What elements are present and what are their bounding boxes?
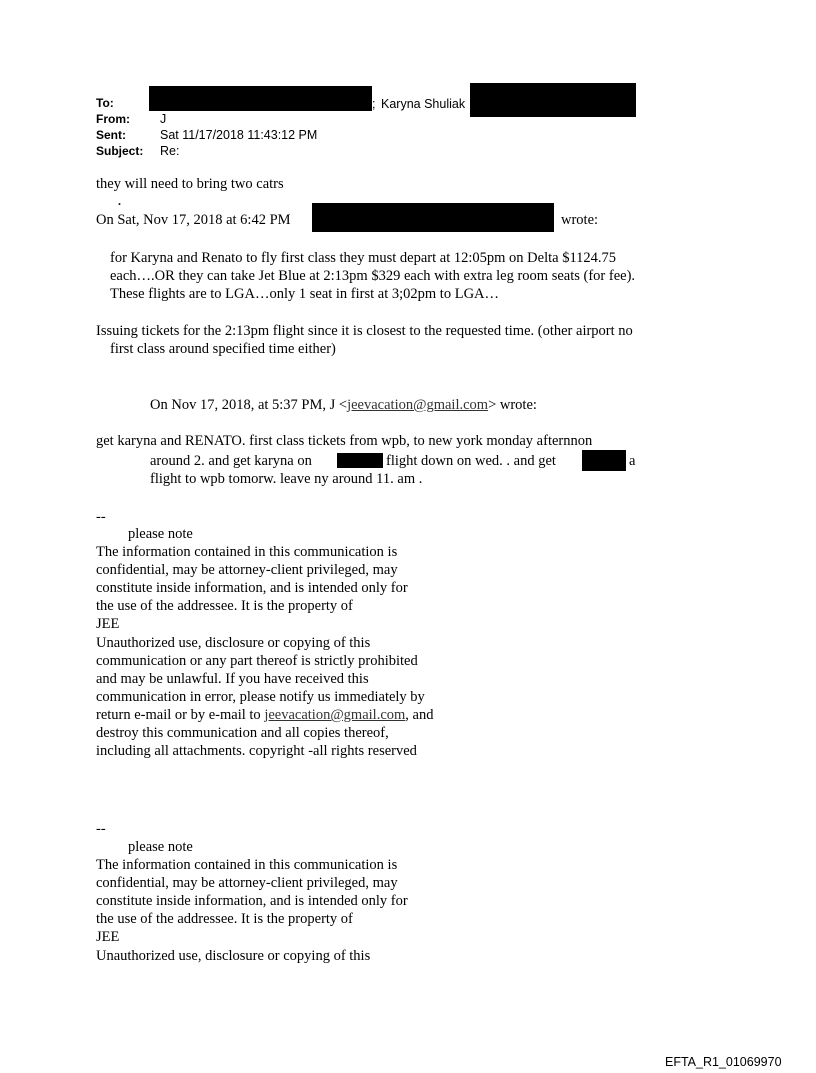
request-line3: flight to wpb tomorw. leave ny around 11. am .	[150, 471, 423, 487]
quoted2-intro-before: On Nov 17, 2018, at 5:37 PM, J <	[150, 397, 348, 413]
disclaimer2-note: please note	[128, 839, 193, 855]
disclaimer1-line: communication in error, please notify us immediately by	[96, 689, 425, 705]
request-line2-a: around 2. and get karyna on	[150, 453, 312, 469]
disclaimer2-line: constitute inside information, and is intended only for	[96, 893, 408, 909]
request-line1: get karyna and RENATO. first class tickets from wpb, to new york monday afternnon	[96, 433, 593, 449]
disclaimer1-tail-line: including all attachments. copyright -all rights reserved	[96, 743, 417, 759]
to-label: To:	[96, 96, 114, 110]
disclaimer2-dashes: --	[96, 821, 106, 837]
redaction-to-1	[149, 86, 372, 111]
disclaimer1-line: Unauthorized use, disclosure or copying of this	[96, 635, 371, 651]
document-id: EFTA_R1_01069970	[665, 1055, 782, 1069]
disclaimer1-return-before: return e-mail or by e-mail to	[96, 707, 265, 723]
quoted2-email-link[interactable]: jeevacation@gmail.com	[347, 397, 489, 413]
disclaimer1-line: the use of the addressee. It is the property of	[96, 598, 353, 614]
disclaimer2-line: The information contained in this communication is	[96, 857, 398, 873]
sent-label: Sent:	[96, 128, 126, 142]
disclaimer1-note: please note	[128, 526, 193, 542]
quoted2-intro-after: > wrote:	[488, 397, 537, 413]
redaction-name-1	[337, 453, 383, 468]
disclaimer1-line: The information contained in this communication is	[96, 544, 398, 560]
disclaimer2-line: Unauthorized use, disclosure or copying of this	[96, 948, 371, 964]
disclaimer1-line: constitute inside information, and is intended only for	[96, 580, 408, 596]
from-value: J	[160, 112, 167, 126]
quote-wrote: wrote:	[561, 212, 599, 228]
disclaimer2-line: JEE	[96, 929, 120, 945]
disclaimer1-line: confidential, may be attorney-client privileged, may	[96, 562, 398, 578]
disclaimer1-email-link[interactable]: jeevacation@gmail.com	[264, 707, 406, 723]
quoted1-line1: for Karyna and Renato to fly first class they must depart at 12:05pm on Delta $1124.75	[110, 250, 617, 266]
disclaimer1-return-after: , and	[405, 707, 434, 723]
sent-value: Sat 11/17/2018 11:43:12 PM	[160, 128, 318, 142]
disclaimer2-line: the use of the addressee. It is the property of	[96, 911, 353, 927]
disclaimer1-line: communication or any part thereof is strictly prohibited	[96, 653, 418, 669]
redaction-to-2	[470, 83, 636, 117]
quoted1-line2: each….OR they can take Jet Blue at 2:13pm $329 each with extra leg room seats (for fee).	[110, 268, 636, 284]
issuing-line2: first class around specified time either)	[110, 341, 336, 357]
reply-dot: .	[118, 194, 121, 208]
quote-intro: On Sat, Nov 17, 2018 at 6:42 PM	[96, 212, 291, 228]
from-label: From:	[96, 112, 130, 126]
quoted2-intro	[150, 396, 537, 414]
to-separator: ;	[372, 97, 376, 111]
subject-value: Re:	[160, 144, 180, 158]
reply-line: they will need to bring two catrs	[96, 176, 284, 192]
quoted1-line3: These flights are to LGA…only 1 seat in first at 3;02pm to LGA…	[110, 286, 500, 302]
disclaimer1-dashes: --	[96, 509, 106, 525]
disclaimer1-return-line	[96, 706, 433, 724]
issuing-line1: Issuing tickets for the 2:13pm flight since it is closest to the requested time. (other airport no	[96, 323, 633, 339]
subject-label: Subject:	[96, 144, 144, 158]
to-name: Karyna Shuliak	[381, 97, 466, 111]
disclaimer1-line: and may be unlawful. If you have received this	[96, 671, 369, 687]
disclaimer1-tail-line: destroy this communication and all copies thereof,	[96, 725, 389, 741]
disclaimer1-line: JEE	[96, 616, 120, 632]
redaction-name-2	[582, 450, 626, 471]
disclaimer2-line: confidential, may be attorney-client privileged, may	[96, 875, 398, 891]
redaction-sender	[312, 203, 554, 232]
request-line2-b: flight down on wed. . and get	[386, 453, 556, 469]
request-line2-c: a	[629, 453, 636, 469]
